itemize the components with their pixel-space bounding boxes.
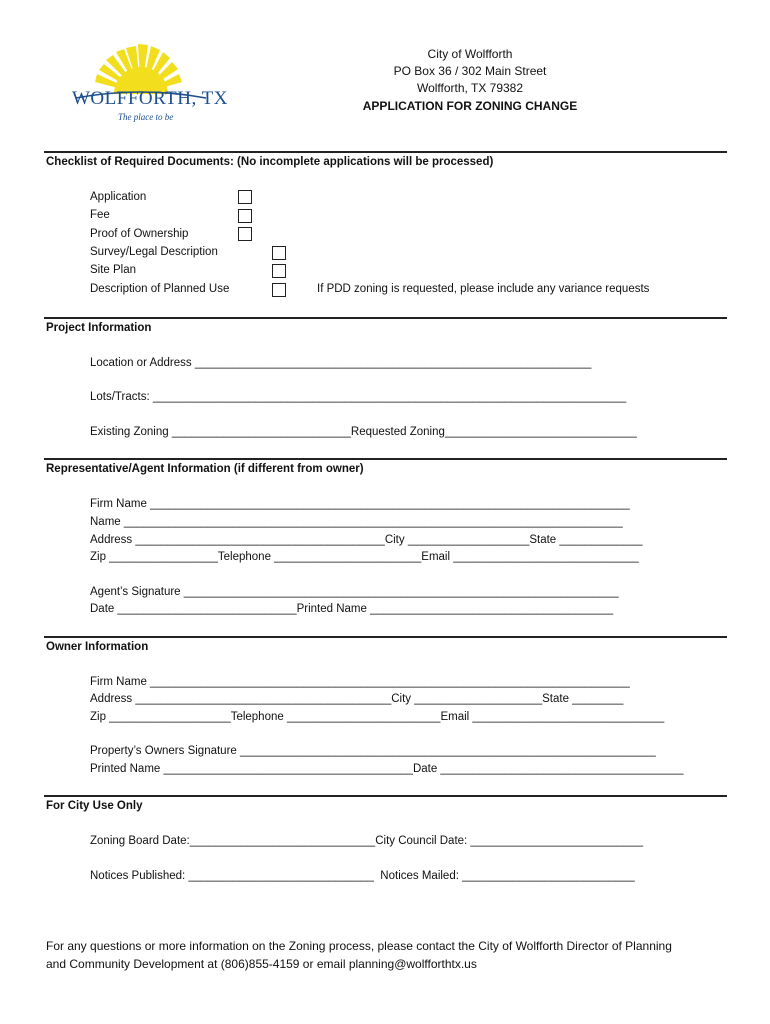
footer-line2: and Community Development at (806)855-4159 or email planning@wolfforthtx.us <box>46 957 477 971</box>
project-heading: Project Information <box>46 322 152 334</box>
owner-firm-field[interactable]: Firm Name ___________________________________________________________________________ <box>90 676 630 688</box>
checklist-item-application: Application <box>90 191 147 203</box>
footer-line1: For any questions or more information on the Zoning process, please contact the City of Wolfforth Director of Planning <box>46 939 672 953</box>
divider <box>44 317 727 319</box>
owner-zip-field[interactable]: Zip ___________________Telephone ________________________Email ______________________________ <box>90 711 665 723</box>
agent-heading: Representative/Agent Information (if different from owner) <box>46 463 364 475</box>
pdd-note: If PDD zoning is requested, please include any variance requests <box>317 283 650 295</box>
agent-firm-field[interactable]: Firm Name ___________________________________________________________________________ <box>90 498 630 510</box>
divider <box>44 795 727 797</box>
checkbox-fee[interactable] <box>238 209 252 223</box>
form-title: APPLICATION FOR ZONING CHANGE <box>362 99 578 113</box>
checkbox-planned-use[interactable] <box>272 283 286 297</box>
agent-zip-field[interactable]: Zip _________________Telephone _______________________Email _____________________________ <box>90 551 639 563</box>
owner-address-field[interactable]: Address ________________________________________City ____________________State ________ <box>90 693 624 705</box>
header-line1: City of Wolfforth <box>427 47 513 61</box>
board-date-fields[interactable]: Zoning Board Date:_____________________________City Council Date: ___________________________ <box>90 835 644 847</box>
checklist-item-planned-use: Description of Planned Use <box>90 283 230 295</box>
divider <box>44 151 727 153</box>
header-line3: Wolfforth, TX 79382 <box>416 81 524 95</box>
logo-tagline: The place to be <box>118 112 174 122</box>
logo-name: WOLFFORTH, TX <box>72 88 228 109</box>
agent-date-field[interactable]: Date ____________________________Printed Name ______________________________________ <box>90 603 614 615</box>
header-line2: PO Box 36 / 302 Main Street <box>393 64 547 78</box>
owner-heading: Owner Information <box>46 641 149 653</box>
owner-printed-field[interactable]: Printed Name _______________________________________Date ______________________________________ <box>90 763 684 775</box>
divider <box>44 636 727 638</box>
city-use-heading: For City Use Only <box>46 800 143 812</box>
checklist-item-fee: Fee <box>90 209 110 221</box>
agent-address-field[interactable]: Address _______________________________________City ___________________State _____________ <box>90 534 643 546</box>
location-field[interactable]: Location or Address ______________________________________________________________ <box>90 357 592 369</box>
zoning-fields[interactable]: Existing Zoning ____________________________Requested Zoning______________________________ <box>90 426 637 438</box>
agent-signature-field[interactable]: Agent’s Signature ____________________________________________________________________ <box>90 586 619 598</box>
checklist-heading: Checklist of Required Documents: (No incomplete applications will be processed) <box>46 156 494 168</box>
agent-name-field[interactable]: Name ______________________________________________________________________________ <box>90 516 623 528</box>
checklist-item-site-plan: Site Plan <box>90 264 137 276</box>
city-logo <box>66 36 228 128</box>
lots-field[interactable]: Lots/Tracts: __________________________________________________________________________ <box>90 391 627 403</box>
checklist-item-proof-of-ownership: Proof of Ownership <box>90 228 189 240</box>
checkbox-site-plan[interactable] <box>272 264 286 278</box>
checklist-item-survey: Survey/Legal Description <box>90 246 218 258</box>
notices-fields[interactable]: Notices Published: _____________________________ Notices Mailed: ___________________________ <box>90 870 635 882</box>
checkbox-survey[interactable] <box>272 246 286 260</box>
checkbox-proof-of-ownership[interactable] <box>238 227 252 241</box>
checkbox-application[interactable] <box>238 190 252 204</box>
owner-signature-field[interactable]: Property’s Owners Signature _________________________________________________________________ <box>90 745 656 757</box>
divider <box>44 458 727 460</box>
